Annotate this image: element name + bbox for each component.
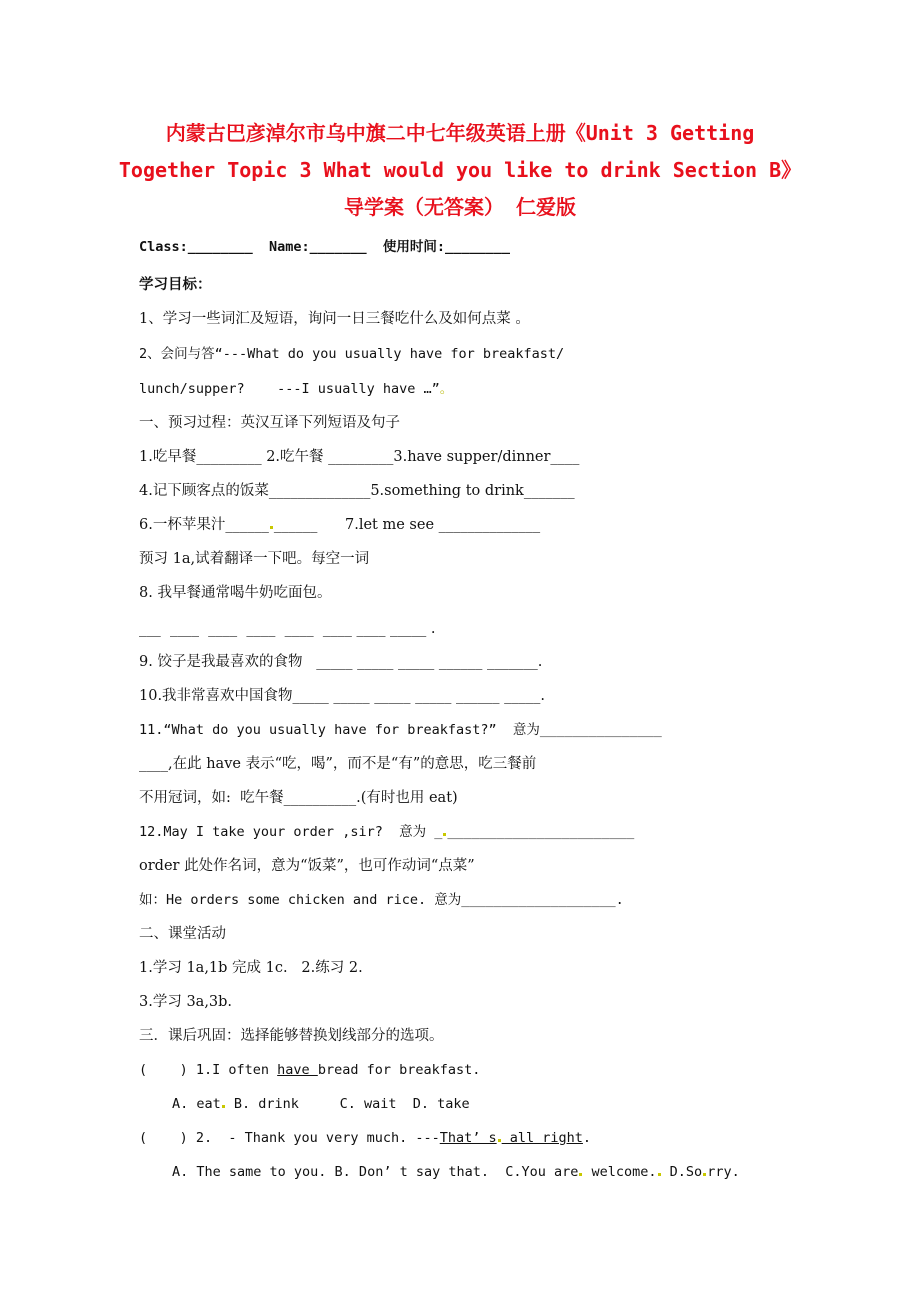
- mark-dot: [658, 1173, 661, 1176]
- document-title-line-3: 导学案（无答案） 仁爱版: [343, 195, 577, 219]
- goal-item-2-continued: [139, 379, 453, 399]
- preview-item-9: 9. 饺子是我最喜欢的食物 _____ _____ _____ ______ _______.: [139, 654, 543, 670]
- question-2-option-d-end: rry.: [707, 1164, 740, 1180]
- question-2-options: [172, 1162, 740, 1182]
- question-2-option-c-end: welcome.: [583, 1164, 657, 1180]
- mark-dot: [498, 1139, 501, 1142]
- document-title-line-2: Together Topic 3 What would you like to drink Section B》: [118, 158, 802, 182]
- question-2: [139, 1128, 591, 1148]
- question-1-option-a: A. eat: [172, 1096, 221, 1112]
- question-2-underlined-a: That’ s: [439, 1130, 497, 1146]
- question-1-options: [172, 1094, 470, 1114]
- preview-item-12-text: 12.May I take your order ,sir? 意为 _: [139, 824, 443, 840]
- preview-item-4-5: 4.记下顾客点的饭菜______________5.something to drink_______: [139, 483, 575, 499]
- goals-heading: 学习目标：: [139, 276, 212, 293]
- goal-item-2-text: lunch/supper? ---I usually have …”: [139, 381, 440, 397]
- preview-order-note: order 此处作名词，意为“饭菜”，也可作动词“点菜”: [139, 858, 475, 874]
- mark-dot: [270, 526, 273, 529]
- section-1-heading: 一、预习过程：英汉互译下列短语及句子: [139, 415, 400, 431]
- preview-item-6: 6.一杯苹果汁______: [139, 517, 269, 533]
- mark-dot: [703, 1173, 706, 1176]
- question-1-option-bcd: B. drink C. wait D. take: [225, 1096, 470, 1112]
- preview-item-11-example: 不用冠词，如: 吃午餐__________.(有时也用 eat): [139, 790, 458, 806]
- goal-item-2: 2、会问与答“---What do you usually have for breakfast/: [139, 346, 565, 362]
- activity-1: 1.学习 1a,1b 完成 1c. 2.练习 2.: [139, 960, 363, 976]
- activity-2: 3.学习 3a,3b.: [139, 994, 233, 1010]
- mark-dot: [443, 833, 446, 836]
- section-3-heading: 三．课后巩固：选择能够替换划线部分的选项。: [139, 1028, 444, 1044]
- question-1-prefix: ( ) 1.I often: [139, 1062, 278, 1078]
- preview-item-10: 10.我非常喜欢中国食物_____ _____ _____ _____ ______ _____.: [139, 688, 545, 704]
- preview-item-1-3: 1.吃早餐_________ 2.吃午餐 _________3.have supper/dinner____: [139, 449, 580, 465]
- mark-dot: [222, 1105, 225, 1108]
- question-2-option-d-start: D.So: [661, 1164, 703, 1180]
- preview-item-12-blank: _______________________: [447, 824, 635, 840]
- class-name-time-line: Class:________ Name:_______ 使用时间:________: [139, 239, 510, 255]
- question-1-rest: bread for breakfast.: [317, 1062, 481, 1078]
- preview-item-8-blanks: ___ ____ ____ ____ ____ ____ ____ _____ .: [139, 621, 436, 637]
- mark-dot: [579, 1173, 582, 1176]
- preview-item-12: [139, 822, 634, 842]
- preview-item-11: 11.“What do you usually have for breakfast?” 意为_______________: [139, 722, 662, 738]
- question-1: [139, 1060, 480, 1080]
- goal-item-1: 1、学习一些词汇及短语，询问一日三餐吃什么及如何点菜 。: [139, 311, 530, 327]
- question-2-prefix: ( ) 2. - Thank you very much. ---: [139, 1130, 440, 1146]
- preview-item-11-note: ____,在此 have 表示“吃，喝”，而不是“有”的意思，吃三餐前: [139, 756, 537, 772]
- question-1-underlined: have: [277, 1062, 318, 1078]
- question-2-underlined-b: all right: [501, 1130, 583, 1146]
- preview-item-8: 8. 我早餐通常喝牛奶吃面包。: [139, 585, 332, 601]
- section-2-heading: 二、课堂活动: [139, 926, 226, 942]
- question-2-options-a-c: A. The same to you. B. Don’ t say that. C.You are: [172, 1164, 579, 1180]
- goal-item-2-end-mark: 。: [439, 381, 454, 397]
- preview-item-7: ______ 7.let me see ______________: [273, 517, 541, 533]
- preview-item-6-7: [139, 515, 540, 535]
- preview-order-example: 如：He orders some chicken and rice. 意为___________________.: [139, 892, 624, 908]
- document-title-line-1: 内蒙古巴彦淖尔市乌中旗二中七年级英语上册《Unit 3 Getting: [165, 121, 755, 145]
- question-2-rest: .: [582, 1130, 592, 1146]
- preview-1a-instruction: 预习 1a,试着翻译一下吧。每空一词: [139, 551, 370, 567]
